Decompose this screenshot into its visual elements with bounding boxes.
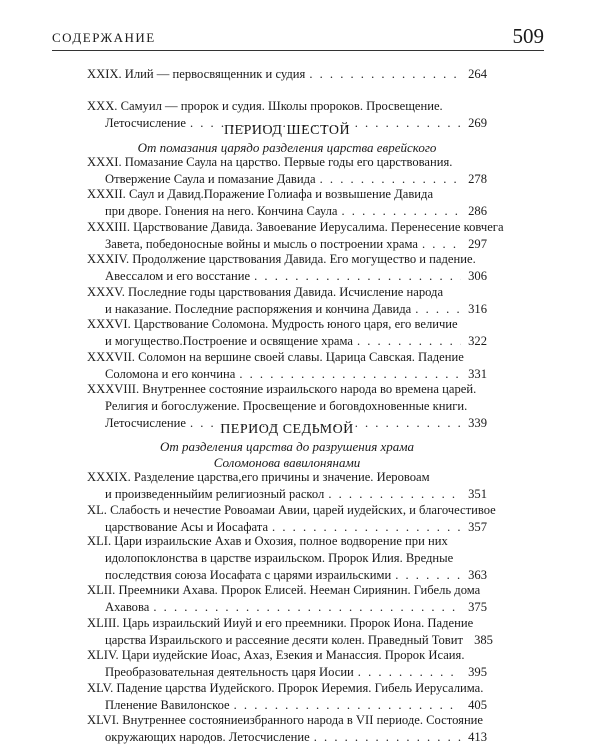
toc-entry-text: царствование Асы и Иосафата: [105, 519, 269, 534]
toc-entry-line: XXXI. Помазание Саула на царство. Первые годы его царствования.: [87, 154, 453, 169]
toc-page-number: 385: [474, 632, 493, 647]
toc-entry-line: [87, 203, 487, 220]
toc-entry: [87, 502, 496, 536]
dot-leader: [358, 664, 461, 681]
toc-entry-text: Соломона и его кончина: [105, 366, 236, 381]
toc-entry-line: [87, 664, 487, 681]
toc-entry-text: Авессалом и его восстание: [105, 269, 251, 284]
toc-page-number: 405: [468, 697, 487, 712]
toc-entry-line: [87, 729, 487, 746]
toc-page-number: 278: [468, 171, 487, 186]
toc-entry: [87, 284, 487, 318]
toc-entry-line: [87, 171, 487, 188]
toc-entry: [87, 251, 487, 285]
toc-entry-text: окружающих народов. Летосчисление: [105, 730, 310, 745]
period-heading: [87, 421, 487, 471]
toc-entry-text: Летосчисление: [105, 416, 186, 431]
toc-page-number: 269: [468, 116, 487, 131]
toc-entry-line: Религия и богослужение. Просвещение и боговдохновенные книги.: [105, 399, 468, 414]
toc-entry-line: XXXIII. Царствование Давида. Завоевание Иерусалима. Перенесение ковчега: [87, 219, 504, 234]
toc-page-number: 297: [468, 236, 487, 251]
toc-entry: [87, 533, 487, 584]
toc-page-number: 264: [468, 66, 487, 81]
toc-entry-line: XXXV. Последние годы царствования Давида. Исчисление народа: [87, 284, 444, 299]
toc-page-number: 413: [468, 730, 487, 745]
toc-entry-text: Отвержение Саула и помазание Давида: [105, 171, 316, 186]
toc-entry-line: XXXII. Саул и Давид.Поражение Голиафа и возвышение Давида: [87, 187, 434, 202]
toc-page-number: 375: [468, 600, 487, 615]
toc-page-number: 316: [468, 301, 487, 316]
dot-leader: [422, 236, 461, 253]
toc-entry-line: XLII. Преемники Ахава. Пророк Елисей. Нееман Сириянин. Гибель дома: [87, 583, 481, 598]
toc-entry-text: Пленение Вавилонское: [105, 697, 230, 712]
period-subtitle: От разделения царства до разрушения храма: [159, 438, 415, 454]
toc-page-number: 363: [468, 567, 487, 582]
toc-entry-line: XLI. Цари израильские Ахав и Охозия, полное водворение при них: [87, 533, 448, 548]
toc-entry-line: [87, 599, 487, 616]
toc-entry: [87, 712, 487, 746]
dot-leader: [254, 268, 461, 285]
toc-entry-line: идолопоклонства в царстве израильском. Пророк Илия. Вредные: [105, 550, 454, 565]
page-number: 509: [512, 24, 544, 48]
period-title: ПЕРИОД СЕДЬМОЙ: [220, 421, 354, 437]
dot-leader: [395, 567, 461, 584]
toc-entry-line: XLIII. Царь израильский Ииуй и его преемники. Пророк Иона. Падение: [87, 615, 474, 630]
toc-entry: [87, 615, 493, 649]
toc-page-number: 331: [468, 366, 487, 381]
dot-leader: [357, 333, 461, 350]
toc-entry-line: XXXIX. Разделение царства,его причины и значение. Иеровоам: [87, 470, 430, 485]
dot-leader: [341, 203, 461, 220]
header-title: СОДЕРЖАНИЕ: [52, 30, 156, 45]
toc-page-number: 351: [468, 487, 487, 502]
toc-entry-text: и произведенныйим религиозный раскол: [105, 487, 325, 502]
toc-entry-line: [87, 333, 487, 350]
toc-entry-line: [87, 697, 487, 714]
toc-entry-text: при дворе. Гонения на него. Кончина Саула: [105, 204, 338, 219]
dot-leader: [153, 599, 461, 616]
toc-entry: [87, 647, 487, 681]
toc-page-number: 339: [468, 416, 487, 431]
toc-entry: [87, 582, 487, 616]
period-title: ПЕРИОД ШЕСТОЙ: [223, 123, 351, 139]
toc-entry: [87, 186, 487, 220]
dot-leader: [309, 66, 461, 83]
toc-entry-line: XLVI. Внутреннее состояниеизбранного народа в VII периоде. Состояние: [87, 713, 484, 728]
toc-entry-line: XXXVIII. Внутреннее состояние израильского народа во времена царей.: [87, 382, 477, 397]
dot-leader: [320, 171, 461, 188]
toc-entry-line: [87, 301, 487, 318]
toc-entry-line: [87, 567, 487, 584]
toc-entry-text: последствия союза Иосафата с царями израильскими: [105, 567, 392, 582]
dot-leader: [314, 729, 461, 746]
toc-entry-line: XXXVI. Царствование Соломона. Мудрость юного царя, его величие: [87, 317, 458, 332]
toc-entry-line: [87, 366, 487, 383]
toc-entry-line: XXX. Самуил — пророк и судия. Школы пророков. Просвещение.: [87, 99, 443, 114]
toc-entry: [87, 316, 487, 350]
toc-entry-line: [87, 66, 487, 83]
toc-entry-line: [87, 236, 487, 253]
toc-page-number: 395: [468, 665, 487, 680]
toc-page-number: 322: [468, 334, 487, 349]
toc-entry-line: XLV. Падение царства Иудейского. Пророк Иеремия. Гибель Иерусалима.: [87, 680, 484, 695]
toc-entry-text: Летосчисление: [105, 116, 186, 131]
toc-entry-line: [87, 632, 493, 649]
dot-leader: [415, 301, 461, 318]
toc-entry-text: и могущество.Построение и освящение храма: [105, 334, 353, 349]
toc-entry-line: [87, 268, 487, 285]
toc-entry-line: XL. Слабость и нечестие Ровоамаи Авии, царей иудейских, и благочестивое: [87, 502, 496, 517]
toc-entry: [87, 154, 487, 188]
toc-page-number: 357: [468, 519, 487, 534]
toc-entry: [87, 680, 487, 714]
toc-page-number: 306: [468, 269, 487, 284]
toc-entry-text: XXIX. Илий — первосвященник и судия: [87, 66, 306, 81]
toc-entry-line: [87, 486, 487, 503]
toc-entry-line: XXXVII. Соломон на вершине своей славы. Царица Савская. Падение: [87, 349, 464, 364]
toc-entry-text: и наказание. Последние распоряжения и кончина Давида: [105, 301, 412, 316]
toc-entry: [87, 66, 487, 83]
toc-entry-text: Ахавова: [105, 600, 150, 615]
toc-entry: [87, 469, 487, 503]
dot-leader: [239, 366, 461, 383]
toc-entry-text: Завета, победоносные войны и мысль о построении храма: [105, 236, 418, 251]
dot-leader: [234, 697, 461, 714]
period-heading: [87, 122, 487, 156]
toc-entry-line: XLIV. Цари иудейские Иоас, Ахаз, Езекия и Манассия. Пророк Исаия.: [87, 648, 465, 663]
toc-entry-text: царства Израильского и рассеяние десяти колен. Праведный Товит: [105, 632, 463, 647]
toc-entry-text: Преобразовательная деятельность царя Иосии: [105, 665, 354, 680]
toc-entry: [87, 219, 504, 253]
toc-entry: [87, 349, 487, 383]
period-subtitle: Соломонова вавилонянами: [213, 454, 361, 470]
period-subtitle: От помазания царядо разделения царства еврейского: [137, 140, 437, 156]
toc-entry-line: XXXIV. Продолжение царствования Давида. Его могущество и падение.: [87, 252, 476, 267]
toc-page-number: 286: [468, 204, 487, 219]
dot-leader: [328, 486, 461, 503]
